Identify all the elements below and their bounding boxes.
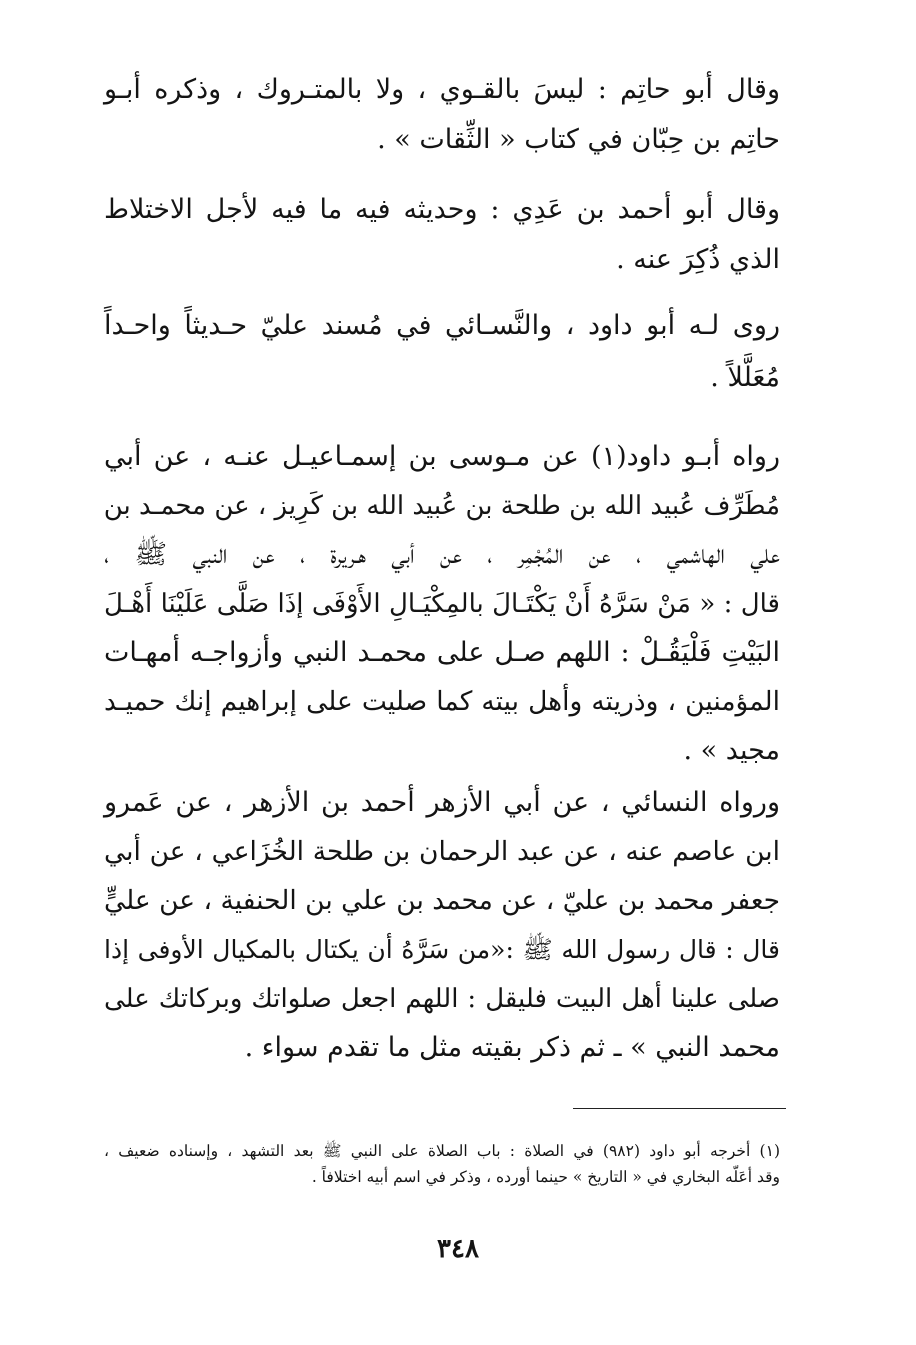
text-line: رواه أبـو داود(١) عن مـوسى بن إسمـاعيـل عنـه ، عن أبي [104,441,781,472]
text-line: صلى علينا أهل البيت فليقل : اللهم اجعل صلواتك وبركاتك على [104,984,780,1014]
text-line: روى لـه أبو داود ، والنَّسـائي في مُسند عليّ حـديثاً واحـداً [104,310,780,341]
page-number: ٣٤٨ [437,1234,479,1264]
text-line: قال : قال رسول الله ﷺ :«من سَرَّهُ أن يكتال بالمكيال الأوفى إذا [104,935,780,964]
text-line: حاتِم بن حِبّان في كتاب « الثِّقات » . [377,124,780,155]
text-line: مُعَلَّلاً . [710,362,780,393]
footnote-separator [573,1108,786,1109]
text-line: مجيد » . [683,735,780,766]
text-line: وقال أبو حاتِم : ليسَ بالقـوي ، ولا بالمتـروك ، وذكره أبـو [104,74,780,105]
text-line: ابن عاصم عنه ، عن عبد الرحمان بن طلحة الخُزَاعي ، عن أبي [104,836,780,867]
text-line: الذي ذُكِرَ عنه . [616,244,780,275]
text-line: مُطَرِّف عُبيد الله بن طلحة بن عُبيد الله بن كَرِيز ، عن محمـد بن [103,491,780,521]
text-line: المؤمنين ، وذريته وأهل بيته كما صليت على إبراهيم إنك حميـد [104,686,780,717]
text-line: علي الهاشمي ، عن المُجْمِر ، عن أبي هـريرة ، عن النبي ﷺ ، [104,539,780,570]
text-line: قال : « مَنْ سَرَّهُ أَنْ يَكْتَـالَ بالمِكْيَـالِ الأَوْفَى إذَا صَلَّى عَلَيْنَا أَهْـلَ [104,589,780,619]
footnote-line: (١) أخرجه أبو داود (٩٨٢) في الصلاة : باب الصلاة على النبي ﷺ بعد التشهد ، وإسناده ضعيف ، [104,1142,780,1160]
text-line: محمد النبي » ـ ثم ذكر بقيته مثل ما تقدم سواء . [244,1032,780,1063]
text-line: ورواه النسائي ، عن أبي الأزهر أحمد بن الأزهر ، عن عَمرو [104,787,780,818]
text-line: وقال أبو أحمد بن عَدِي : وحديثه فيه ما فيه لأجل الاختلاط [104,194,780,225]
text-line: جعفر محمد بن عليّ ، عن محمد بن علي بن الحنفية ، عن عليٍّ [104,885,780,916]
text-line: البَيْتِ فَلْيَقُـلْ : اللهم صـل على محمـد النبي وأزواجـه أمهـات [104,637,780,668]
footnote-line: وقد أعَلّه البخاري في « التاريخ » حينما أورده ، وذكر في اسم أبيه اختلافاً . [311,1168,780,1186]
